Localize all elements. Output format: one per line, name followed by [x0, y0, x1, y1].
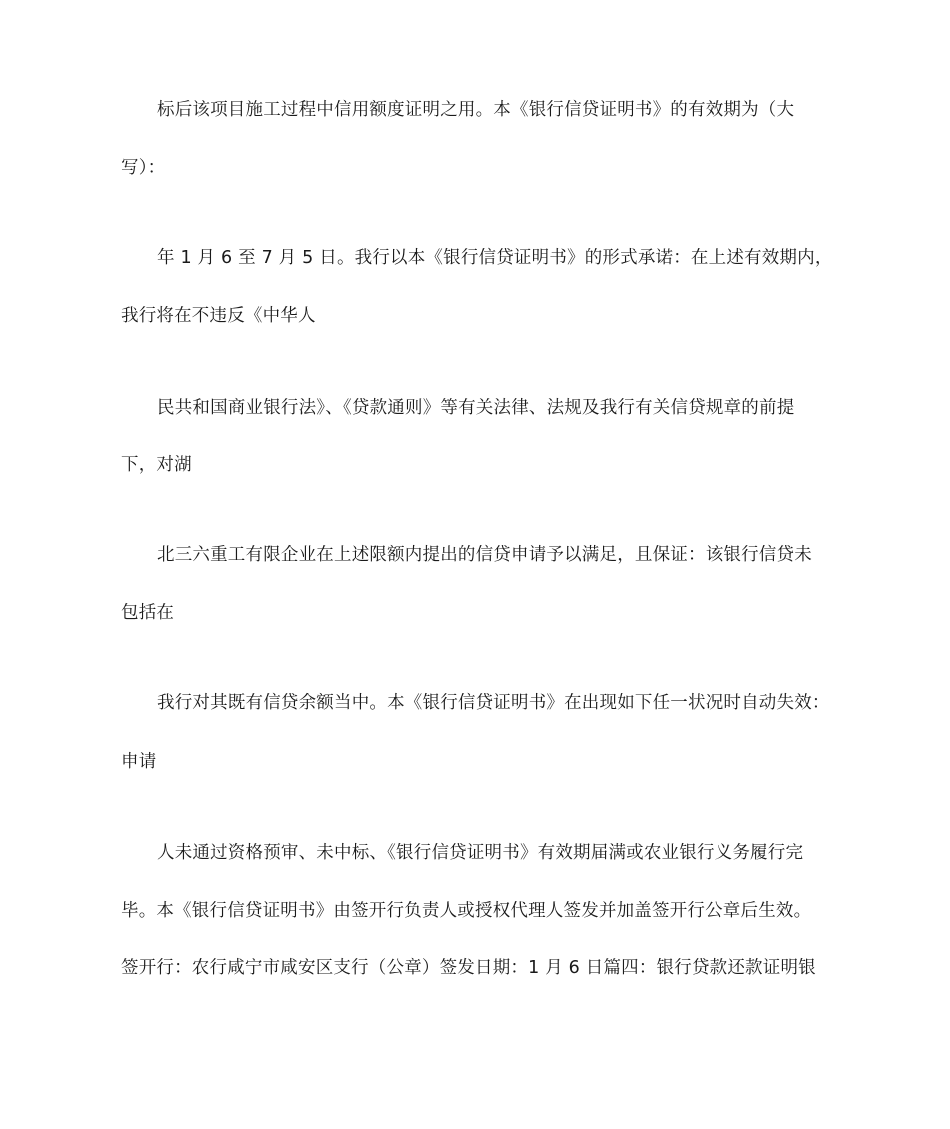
- paragraph-line: 下，对湖: [121, 455, 192, 475]
- paragraph-line: 人未通过资格预审、未中标、《银行信贷证明书》有效期届满或农业银行义务履行完: [157, 843, 804, 863]
- paragraph-line: 包括在: [121, 603, 175, 623]
- paragraph-line: 年 1 月 6 至 7 月 5 日。我行以本《银行信贷证明书》的形式承诺：在上述有效期内，: [157, 248, 833, 268]
- paragraph-line: 民共和国商业银行法》、《贷款通则》等有关法律、法规及我行有关信贷规章的前提: [157, 398, 795, 418]
- paragraph-line: 签开行：农行咸宁市咸安区支行（公章）签发日期：1 月 6 日篇四：银行贷款还款证明银: [121, 958, 816, 978]
- paragraph-line: 我行将在不违反《中华人: [121, 306, 316, 326]
- paragraph-line: 毕。本《银行信贷证明书》由签开行负责人或授权代理人签发并加盖签开行公章后生效。: [121, 901, 812, 921]
- paragraph-line: 写）：: [121, 158, 166, 178]
- paragraph-line: 北三六重工有限企业在上述限额内提出的信贷申请予以满足，且保证：该银行信贷未: [157, 545, 812, 565]
- paragraph-line: 申请: [121, 752, 157, 772]
- paragraph-line: 标后该项目施工过程中信用额度证明之用。本《银行信贷证明书》的有效期为（大: [157, 100, 795, 120]
- paragraph-line: 我行对其既有信贷余额当中。本《银行信贷证明书》在出现如下任一状况时自动失效：: [157, 693, 830, 713]
